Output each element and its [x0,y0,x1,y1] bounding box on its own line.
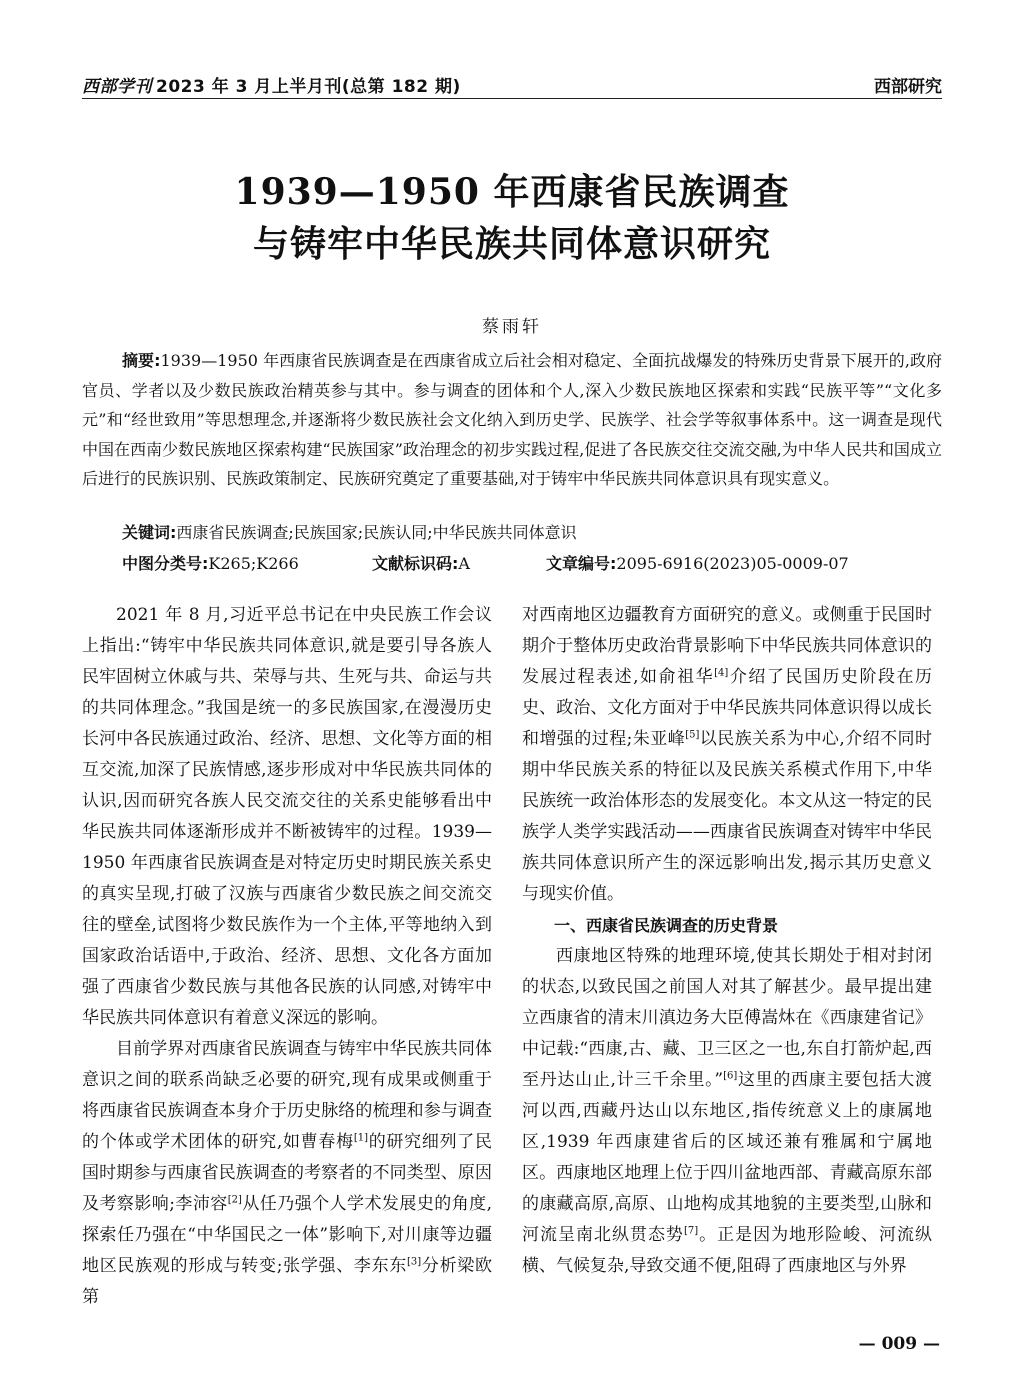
document-code-label: 文献标识码: [372,554,459,573]
header-left [82,72,461,97]
text-run: 的研究细列了民国时期参与西康省民族调查的考察者的不同类型、原因及考察影响;李沛容 [82,1132,492,1214]
page-number: — 009 — [858,1334,940,1354]
document-code-value: A [458,554,470,573]
text-run: 西康地区特殊的地理环境,使其长期处于相对封闭的状态,以致民国之前国人对其了解甚少。最早提出建立西康省的清末川滇边务大臣傅嵩炑在《西康建省记》中记载:“西康,古、藏、卫三区之一也,东自打箭炉起,西至丹达山止,计三千余里。” [522,946,932,1090]
citation: [7] [683,1225,699,1237]
header-divider [82,98,942,99]
text-run: 介绍了民国历史阶段在历史、政治、文化方面对于中华民族共同体意识得以成长和增强的过程;朱亚峰 [522,667,933,749]
body-column-right [522,600,932,1282]
article-title-line1: 1939—1950 年西康省民族调查 [234,171,790,213]
document-code [372,551,470,574]
paragraph [82,1034,492,1313]
citation: [4] [714,667,729,679]
keywords-text: 西康省民族调查;民族国家;民族认同;中华民族共同体意识 [176,523,577,542]
clc-number [122,551,299,574]
citation: [2] [227,1194,242,1206]
running-header [82,66,942,96]
abstract [82,346,942,494]
section-heading: 一、西康省民族调查的历史背景 [554,916,779,935]
body-column-left [82,600,492,1313]
article-title-line2: 与铸牢中华民族共同体意识研究 [252,223,771,265]
clc-label: 中图分类号: [122,554,209,573]
abstract-text: 1939—1950 年西康省民族调查是在西康省成立后社会相对稳定、全面抗战爆发的特殊历史背景下展开的,政府官员、学者以及少数民族政治精英参与其中。参与调查的团体和个人,深入少数民族地区探索和实践“民族平等”“文化多元”和“经世致用”等思想理念,并逐渐将少数民族社会文化纳入到历史学、民族学、社会学等叙事体系中。这一调查是现代中国在西南少数民族地区探索构建“民族国家”政治理念的初步实践过程,促进了各民族交往交流交融,为中华人民共和国成立后进行的民族识别、民族政策制定、民族研究奠定了重要基础,对于铸牢中华民族共同体意识具有现实意义。 [82,351,942,488]
text-run: 分析梁欧第 [82,1256,493,1307]
text-run: 从任乃强个人学术发展史的角度,探索任乃强在“中华国民之一体”影响下,对川康等边疆地区民族观的形成与转变;张学强、李东东 [82,1194,493,1276]
article-number [546,551,849,574]
citation: [6] [723,1070,738,1082]
section-name: 西部研究 [874,77,942,97]
article-number-label: 文章编号: [546,554,617,573]
text-run: 目前学界对西康省民族调查与铸牢中华民族共同体意识之间的联系尚缺乏必要的研究,现有成果或侧重于将西康省民族调查本身介于历史脉络的梳理和参与调查的个体或学术团体的研究,如曹春梅 [82,1039,492,1152]
citation: [5] [685,729,700,741]
paragraph [522,941,932,1282]
citation: [1] [353,1132,368,1144]
citation: [3] [407,1256,422,1268]
issue-info: 2023 年 3 月上半月刊(总第 182 期) [156,77,461,97]
author-name: 蔡雨轩 [482,317,542,337]
text-run: 。正是因为地形险峻、河流纵横、气候复杂,导致交通不便,阻碍了西康地区与外界 [522,1225,933,1276]
journal-name: 西部学刊 [82,77,152,97]
keywords-label: 关键词: [122,523,177,542]
text-run: 这里的西康主要包括大渡河以西,西藏丹达山以东地区,指传统意义上的康属地区,1939 年西康建省后的区域还兼有雅属和宁属地区。西康地区地理上位于四川盆地西部、青藏高原东部的康藏高原,高原、山地构成其地貌的主要类型,山脉和河流呈南北纵贯态势 [522,1070,932,1245]
article-number-value: 2095-6916(2023)05-0009-07 [616,554,849,573]
paragraph: 2021 年 8 月,习近平总书记在中央民族工作会议上指出:“铸牢中华民族共同体意识,就是要引导各族人民牢固树立休戚与共、荣辱与共、生死与共、命运与共的共同体理念。”我国是统一的多民族国家,在漫漫历史长河中各民族通过政治、经济、思想、文化等方面的相互交流,加深了民族情感,逐步形成对中华民族共同体的认识,因而研究各族人民交流交往的关系史能够看出中华民族共同体逐渐形成并不断被铸牢的过程。1939—1950 年西康省民族调查是对特定历史时期民族关系史的真实呈现,打破了汉族与西康省少数民族之间交流交往的壁垒,试图将少数民族作为一个主体,平等地纳入到国家政治话语中,于政治、经济、思想、文化各方面加强了西康省少数民族与其他各民族的认同感,对铸牢中华民族共同体意识有着意义深远的影响。 [82,605,492,1028]
text-run: 对西南地区边疆教育方面研究的意义。或侧重于民国时期介于整体历史政治背景影响下中华民族共同体意识的发展过程表述,如俞祖华 [522,605,932,687]
abstract-label: 摘要: [122,351,161,370]
clc-value: K265;K266 [208,554,299,573]
text-run: 以民族关系为中心,介绍不同时期中华民族关系的特征以及民族关系模式作用下,中华民族统一政治体形态的发展变化。本文从这一特定的民族学人类学实践活动——西康省民族调查对铸牢中华民族共同体意识所产生的深远影响出发,揭示其历史意义与现实价值。 [522,729,932,904]
paragraph [522,600,932,910]
keywords [122,520,942,543]
